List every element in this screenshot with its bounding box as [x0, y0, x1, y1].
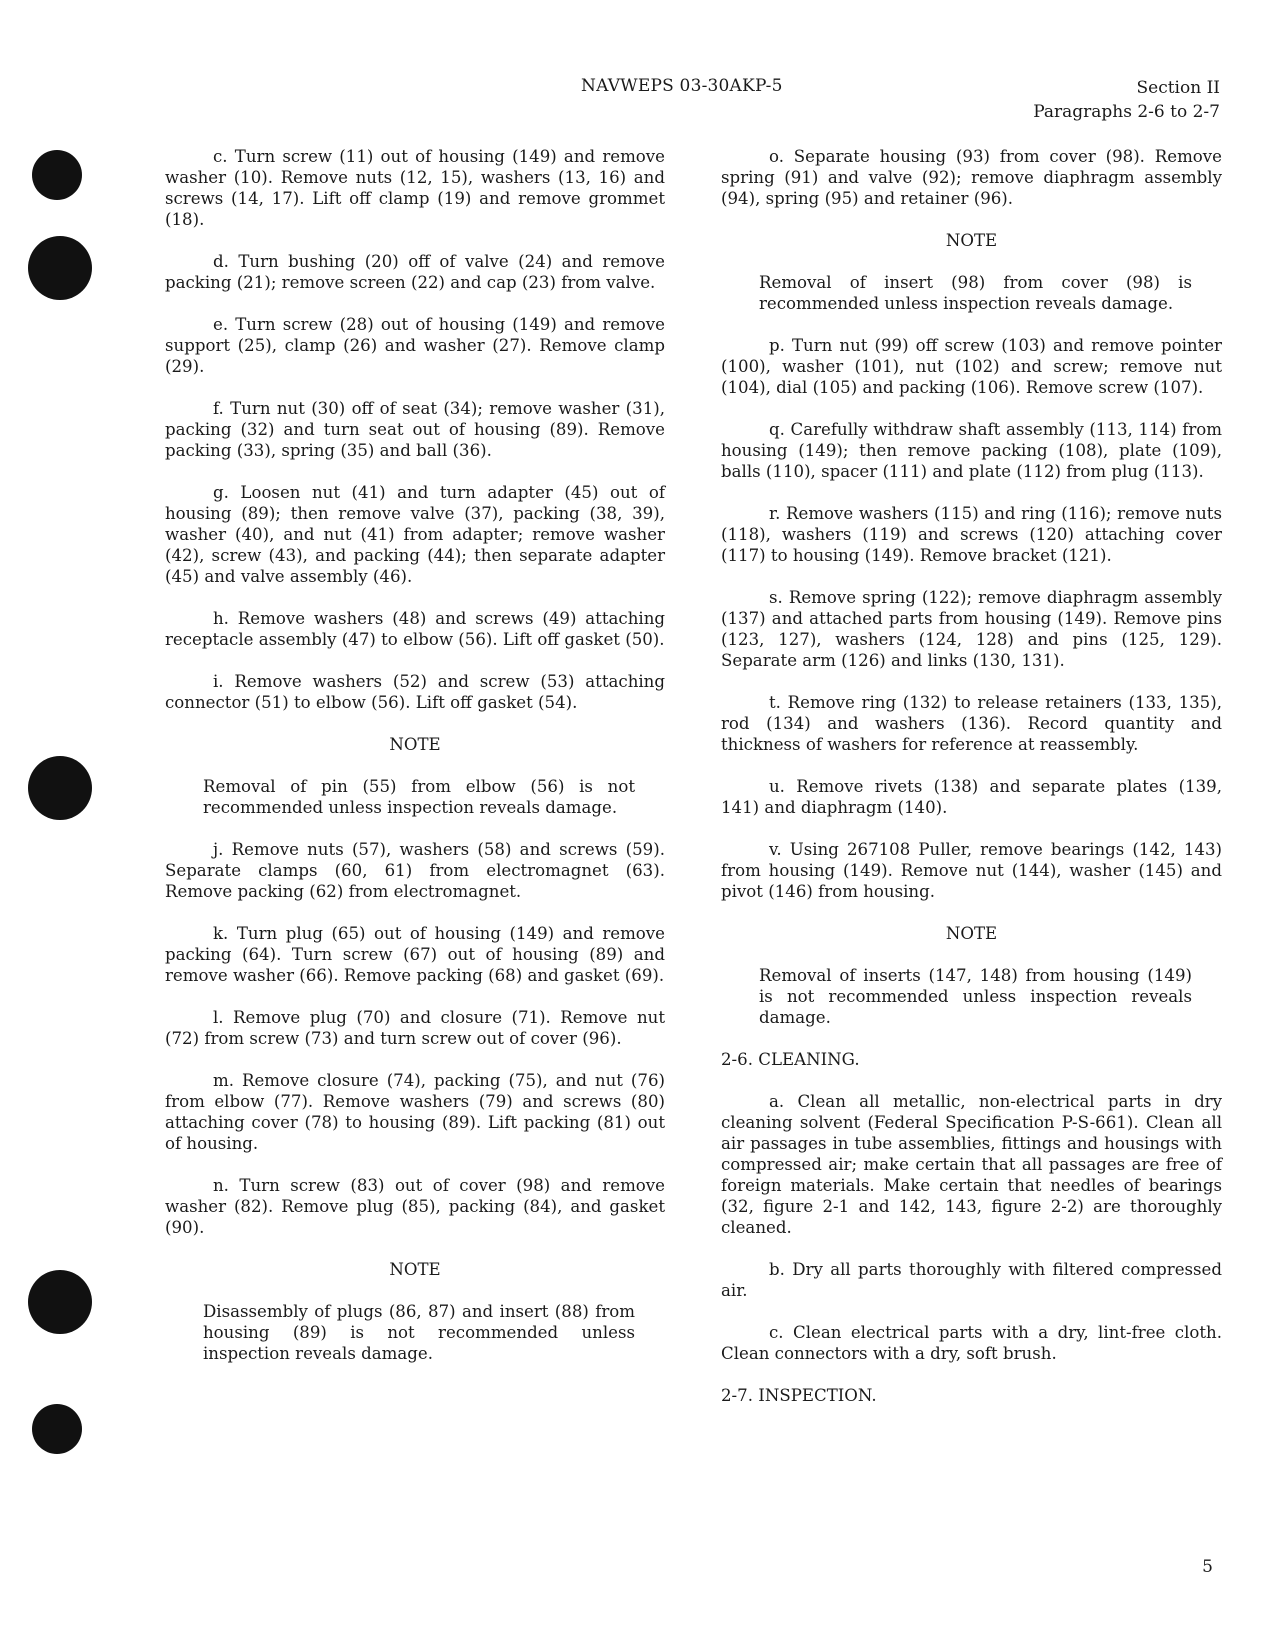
note-title: NOTE	[389, 735, 441, 754]
binder-hole	[32, 1404, 82, 1454]
procedure-step: v. Using 267108 Puller, remove bearings (142, 143) from housing (149). Remove nut (144), washer (145) and pivot (146) from housing.	[721, 840, 1222, 901]
note-body: Removal of pin (55) from elbow (56) is not recommended unless inspection reveals damage.	[203, 777, 635, 817]
section-heading: 2-6. CLEANING.	[721, 1050, 860, 1069]
procedure-step: l. Remove plug (70) and closure (71). Remove nut (72) from screw (73) and turn screw out of cover (96).	[165, 1008, 665, 1048]
note-body: Removal of insert (98) from cover (98) is recommended unless inspection reveals damage.	[759, 273, 1192, 313]
note-title: NOTE	[389, 1260, 441, 1279]
procedure-step: c. Turn screw (11) out of housing (149) and remove washer (10). Remove nuts (12, 15), washers (13, 16) and screws (14, 17). Lift off clamp (19) and remove grommet (18).	[165, 147, 665, 229]
procedure-step: i. Remove washers (52) and screw (53) attaching connector (51) to elbow (56). Lift off gasket (54).	[165, 672, 665, 712]
procedure-step: c. Clean electrical parts with a dry, lint-free cloth. Clean connectors with a dry, soft brush.	[721, 1323, 1222, 1363]
right-column	[721, 146, 1222, 1427]
procedure-step: a. Clean all metallic, non-electrical parts in dry cleaning solvent (Federal Specification P-S-661). Clean all air passages in tube assemblies, fittings and housings with compressed air; make certain that all passages are free of foreign materials. Make certain that needles of bearings (32, figure 2-1 and 142, 143, figure 2-2) are thoroughly cleaned.	[721, 1092, 1222, 1237]
procedure-step: s. Remove spring (122); remove diaphragm assembly (137) and attached parts from housing (149). Remove pins (123, 127), washers (124, 128) and pins (125, 129). Separate arm (126) and links (130, 131).	[721, 588, 1222, 670]
procedure-step: k. Turn plug (65) out of housing (149) and remove packing (64). Turn screw (67) out of housing (89) and remove washer (66). Remove packing (68) and gasket (69).	[165, 924, 665, 985]
section-heading: 2-7. INSPECTION.	[721, 1386, 877, 1405]
procedure-step: g. Loosen nut (41) and turn adapter (45) out of housing (89); then remove valve (37), packing (38, 39), washer (40), and nut (41) from adapter; remove washer (42), screw (43), and packing (44); then separate adapter (45) and valve assembly (46).	[165, 483, 665, 586]
procedure-step: o. Separate housing (93) from cover (98). Remove spring (91) and valve (92); remove diaphragm assembly (94), spring (95) and retainer (96).	[721, 147, 1222, 208]
procedure-step: d. Turn bushing (20) off of valve (24) and remove packing (21); remove screen (22) and cap (23) from valve.	[165, 252, 665, 292]
section-label: Section II	[1136, 78, 1220, 98]
procedure-step: e. Turn screw (28) out of housing (149) and remove support (25), clamp (26) and washer (27). Remove clamp (29).	[165, 315, 665, 376]
binder-hole	[28, 1270, 92, 1334]
binder-hole	[28, 236, 92, 300]
section-reference	[1033, 76, 1220, 124]
procedure-step: f. Turn nut (30) off of seat (34); remove washer (31), packing (32) and turn seat out of housing (89). Remove packing (33), spring (35) and ball (36).	[165, 399, 665, 460]
document-number: NAVWEPS 03-30AKP-5	[581, 76, 783, 96]
procedure-step: h. Remove washers (48) and screws (49) attaching receptacle assembly (47) to elbow (56). Lift off gasket (50).	[165, 609, 665, 649]
procedure-step: b. Dry all parts thoroughly with filtered compressed air.	[721, 1260, 1222, 1300]
note-title: NOTE	[945, 231, 998, 250]
page-number: 5	[1202, 1557, 1213, 1577]
procedure-step: q. Carefully withdraw shaft assembly (113, 114) from housing (149); then remove packing (108), plate (109), balls (110), spacer (111) and plate (112) from plug (113).	[721, 420, 1222, 481]
procedure-step: u. Remove rivets (138) and separate plates (139, 141) and diaphragm (140).	[721, 777, 1222, 817]
procedure-step: m. Remove closure (74), packing (75), and nut (76) from elbow (77). Remove washers (79) and screws (80) attaching cover (78) to housing (89). Lift packing (81) out of housing.	[165, 1071, 665, 1153]
procedure-step: t. Remove ring (132) to release retainers (133, 135), rod (134) and washers (136). Record quantity and thickness of washers for reference at reassembly.	[721, 693, 1222, 754]
binder-hole	[32, 150, 82, 200]
procedure-step: n. Turn screw (83) out of cover (98) and remove washer (82). Remove plug (85), packing (84), and gasket (90).	[165, 1176, 665, 1237]
note-body: Removal of inserts (147, 148) from housing (149) is not recommended unless inspection reveals damage.	[759, 966, 1192, 1027]
procedure-step: r. Remove washers (115) and ring (116); remove nuts (118), washers (119) and screws (120) attaching cover (117) to housing (149). Remove bracket (121).	[721, 504, 1222, 565]
procedure-step: p. Turn nut (99) off screw (103) and remove pointer (100), washer (101), nut (102) and screw; remove nut (104), dial (105) and packing (106). Remove screw (107).	[721, 336, 1222, 397]
note-body: Disassembly of plugs (86, 87) and insert (88) from housing (89) is not recommended unless inspection reveals damage.	[203, 1302, 635, 1363]
procedure-step: j. Remove nuts (57), washers (58) and screws (59). Separate clamps (60, 61) from electromagnet (63). Remove packing (62) from electromagnet.	[165, 840, 665, 901]
left-column	[165, 146, 665, 1385]
note-title: NOTE	[945, 924, 998, 943]
binder-hole	[28, 756, 92, 820]
paragraphs-range: Paragraphs 2-6 to 2-7	[1033, 102, 1220, 122]
